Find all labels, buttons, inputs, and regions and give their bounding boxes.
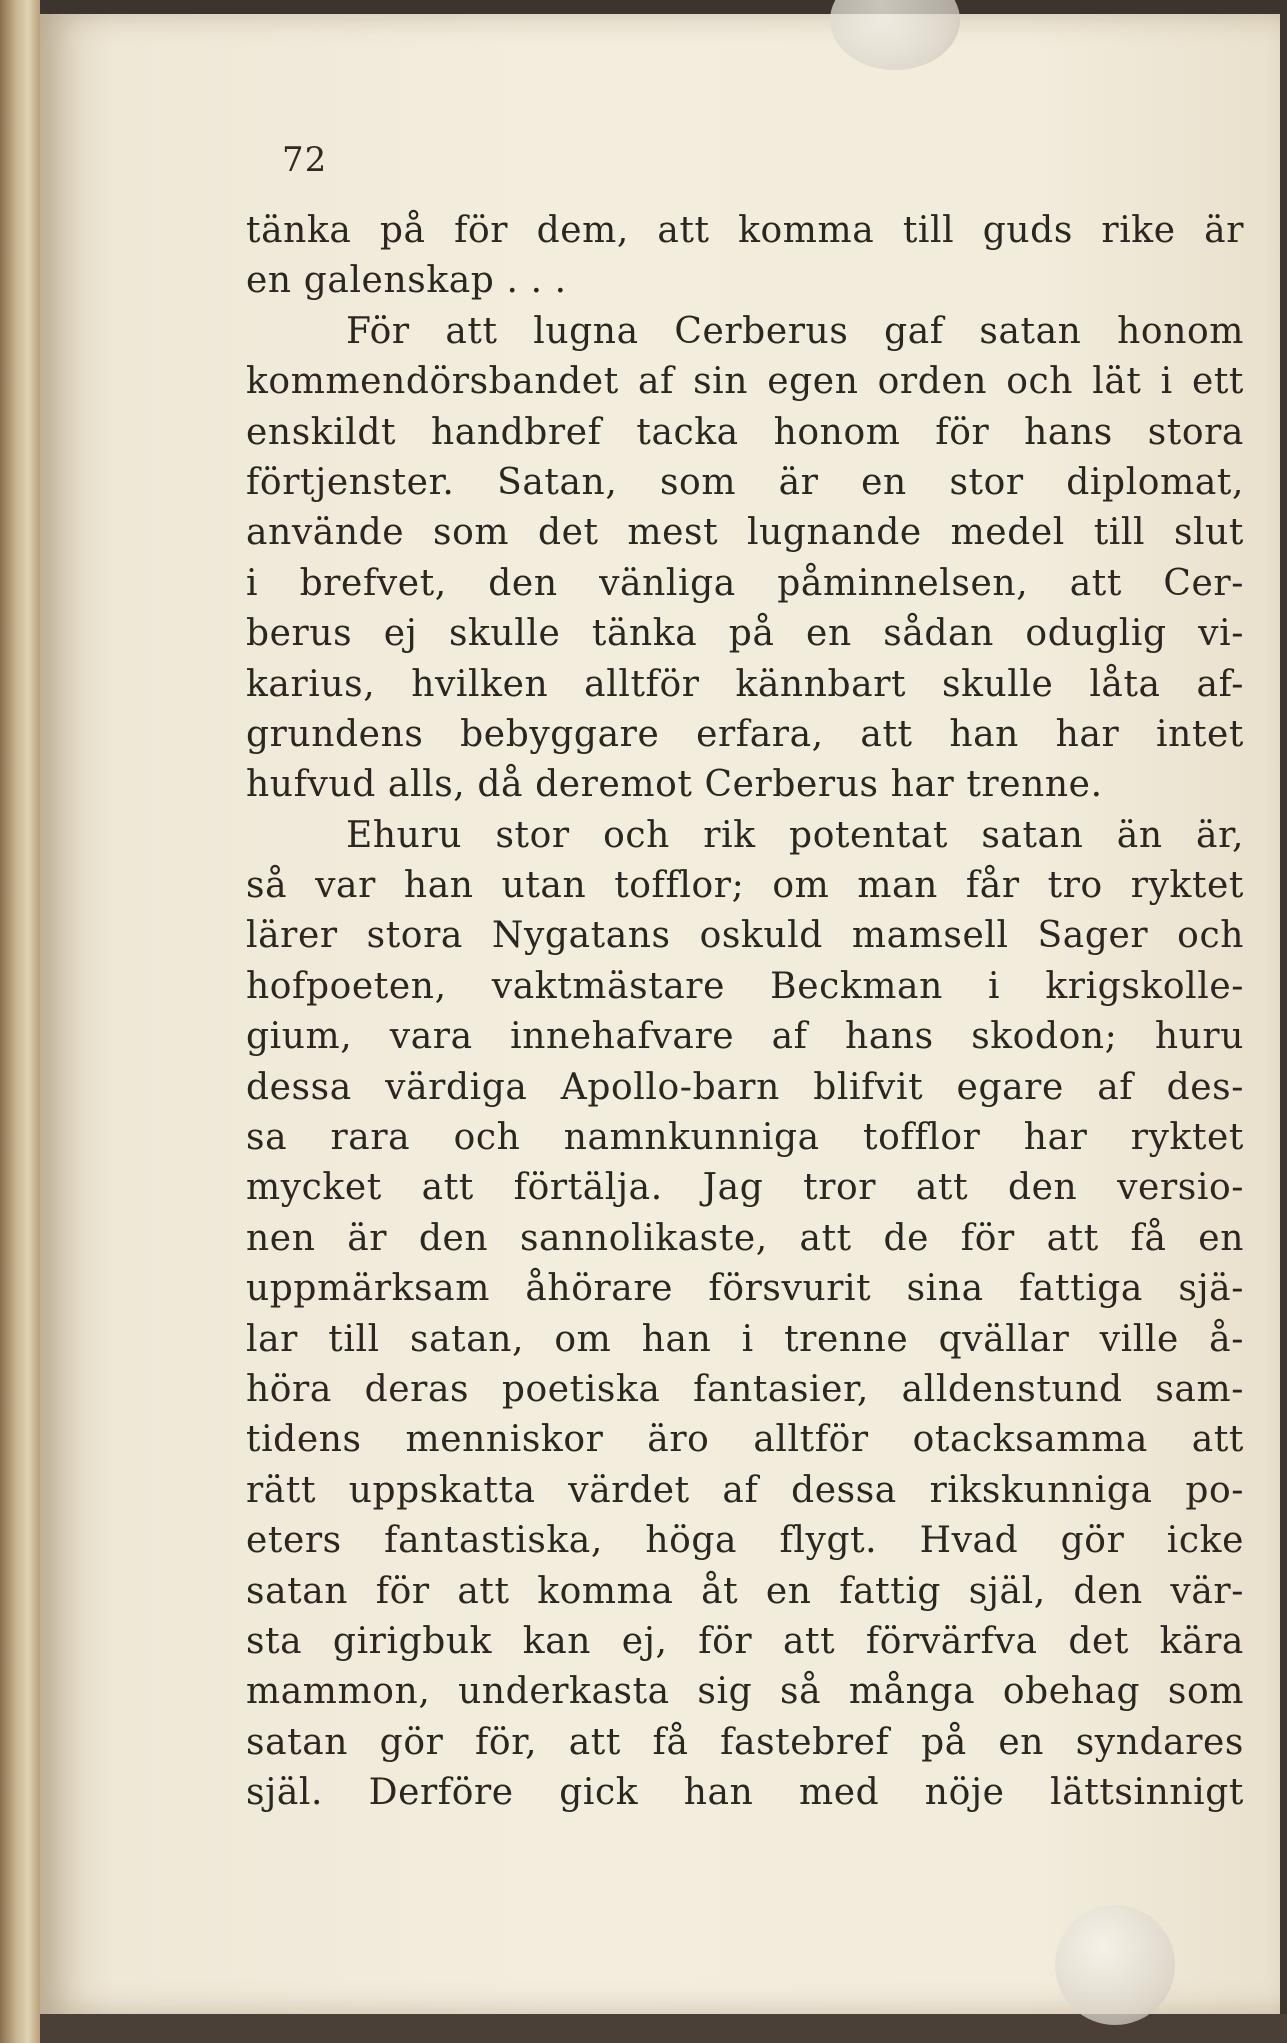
text-line: satan gör för, att få fastebref på en syndares bbox=[246, 1721, 1244, 1763]
text-line: tänka på för dem, att komma till guds rike är bbox=[246, 210, 1244, 251]
text-line: enskildt handbref tacka honom för hans stora bbox=[246, 411, 1244, 453]
text-line: hofpoeten, vaktmästare Beckman i krigskolle- bbox=[246, 965, 1244, 1007]
text-line: karius, hvilken alltför kännbart skulle låta af- bbox=[246, 663, 1244, 705]
text-line: rätt uppskatta värdet af dessa rikskunniga po- bbox=[246, 1469, 1244, 1511]
text-line: så var han utan tofflor; om man får tro ryktet bbox=[246, 865, 1244, 907]
text-line: kommendörsbandet af sin egen orden och lät i ett bbox=[246, 361, 1244, 403]
text-line: i brefvet, den vänliga påminnelsen, att Cer- bbox=[246, 562, 1244, 604]
text-line: själ. Derföre gick han med nöje lättsinnigt bbox=[246, 1772, 1244, 1814]
text-line: använde som det mest lugnande medel till slut bbox=[246, 512, 1244, 554]
text-line: förtjenster. Satan, som är en stor diplomat, bbox=[246, 461, 1244, 503]
text-line: mammon, underkasta sig så många obehag som bbox=[246, 1671, 1244, 1713]
text-line: sta girigbuk kan ej, för att förvärfva det kära bbox=[246, 1620, 1244, 1662]
text-line: sa rara och namnkunniga tofflor har ryktet bbox=[246, 1117, 1244, 1159]
text-line: berus ej skulle tänka på en sådan oduglig vi- bbox=[246, 613, 1244, 655]
text-line: mycket att förtälja. Jag tror att den versio- bbox=[246, 1167, 1244, 1209]
text-line: satan för att komma åt en fattig själ, den vär- bbox=[246, 1570, 1244, 1612]
text-line: lärer stora Nygatans oskuld mamsell Sager och bbox=[246, 915, 1244, 957]
text-line: höra deras poetiska fantasier, alldenstund sam- bbox=[246, 1368, 1244, 1410]
text-line: grundens bebyggare erfara, att han har intet bbox=[246, 713, 1244, 755]
text-line: eters fantastiska, höga flygt. Hvad gör icke bbox=[246, 1520, 1244, 1562]
text-line: uppmärksam åhörare försvurit sina fattiga sjä- bbox=[246, 1268, 1244, 1310]
text-line: Ehuru stor och rik potentat satan än är, bbox=[346, 814, 1244, 856]
text-line: en galenskap . . . bbox=[246, 260, 567, 302]
text-line: hufvud alls, då deremot Cerberus har trenne. bbox=[246, 764, 1103, 806]
text-line: gium, vara innehafvare af hans skodon; huru bbox=[246, 1016, 1244, 1058]
body-text bbox=[246, 206, 1244, 1819]
bottom-glass-weight bbox=[1055, 1905, 1175, 2025]
text-line: tidens menniskor äro alltför otacksamma att bbox=[246, 1419, 1244, 1461]
text-line: För att lugna Cerberus gaf satan honom bbox=[346, 310, 1244, 352]
text-line: lar till satan, om han i trenne qvällar ville å- bbox=[246, 1318, 1244, 1360]
book-spine-edge bbox=[0, 0, 40, 2043]
text-line: nen är den sannolikaste, att de för att få en bbox=[246, 1217, 1244, 1259]
page-number: 72 bbox=[282, 140, 328, 180]
text-line: dessa värdiga Apollo-barn blifvit egare af des- bbox=[246, 1066, 1244, 1108]
